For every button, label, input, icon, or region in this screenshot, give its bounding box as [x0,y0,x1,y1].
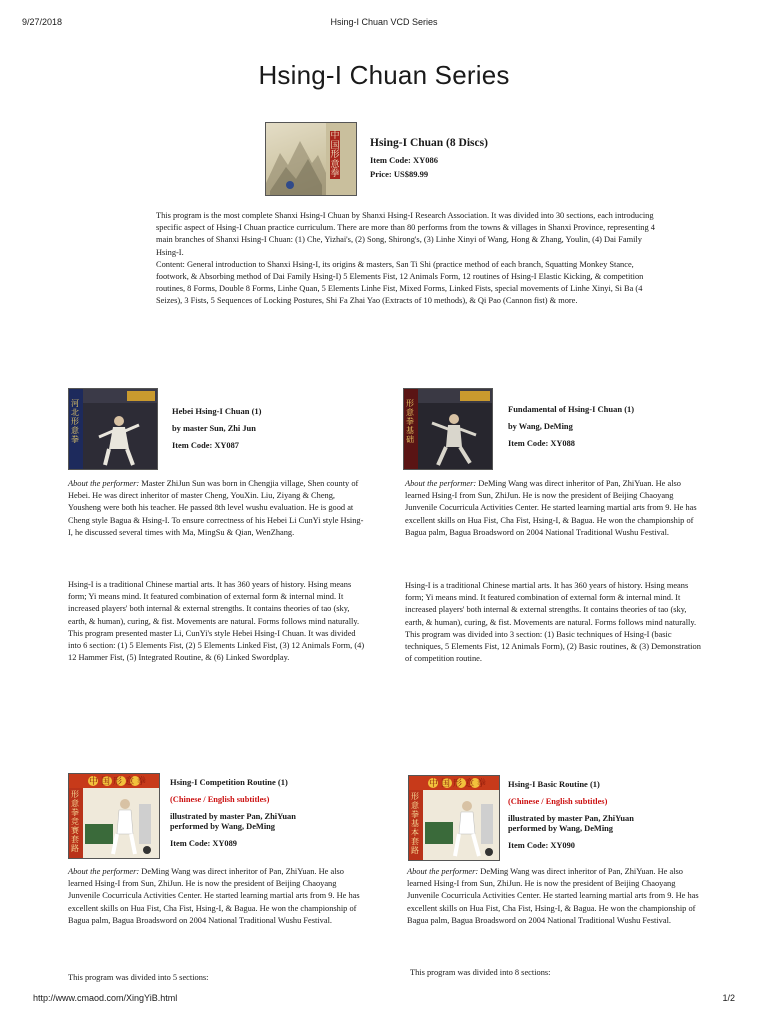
product-4-about-text: DeMing Wang was direct inheritor of Pan, ZhiYuan. He also learned Hsing-I from Sun, ZhiJun. He is now the president of Beijing Chaoyang Junvenile Cocurricula Activities Center. He started learning martial arts from 9. He has excellent skills on Hua Fist, Cha Fist, Hsing-I, & Bagua. He won the championship of Bagua palm, Bagua Broadsword on 2004 National Traditional Wushu Festival. [407,867,699,925]
product-4-item-code: Item Code: XY090 [508,841,575,850]
product-2-info [508,404,708,456]
product-3-about-text: DeMing Wang was direct inheritor of Pan, ZhiYuan. He also learned Hsing-I from Sun, ZhiJun. He is now the president of Beijing Chaoyang Junvenile Cocurricula Activities Center. He started learning martial arts from 9. He has excellent skills on Hua Fist, Cha Fist, Hsing-I, & Bagua. He won the championship of Bagua palm, Bagua Broadsword on 2004 National Traditional Wushu Festival. [68,867,360,925]
product-4-illustrator: illustrated by master Pan, ZhiYuan [508,814,634,823]
page-title: Hsing-I Chuan Series [258,60,510,90]
product-1-description [68,579,368,664]
product-4-cover-side: 形意拳基本套路 [411,792,419,855]
main-product-item-code: Item Code: XY086 [370,155,438,165]
product-4-sections-intro: This program was divided into 8 sections: [410,968,551,977]
product-1-cover-title: 河北形意拳 [71,399,79,444]
print-date: 9/27/2018 [22,17,63,27]
product-1-about [68,478,368,539]
product-1-cover-image[interactable] [68,388,158,470]
main-product-summary: This program is the most complete Shanxi Hsing-I Chuan by Shanxi Hsing-I Research Association. It was divided into 30 sections, each introducing specific aspect of Hsing-I Chuan practice curriculum. There are more than 80 performs from the towns & villages in Shanxi Province, representing 4 main branches of Shanxi Hsing-I Chuan: (1) Che, Yizhai's, (2) Song, Shirong's, (3) Linhe Xinyi of Wang, Hong & Zhang, Youlin, (4) Dai Family Hsing-I. [156,211,655,257]
product-3-performer: performed by Wang, DeMing [170,822,275,831]
print-page-number: 1/2 [722,993,735,1003]
product-3-sections-intro: This program was divided into 5 sections: [68,973,209,982]
main-product-cover-image[interactable] [265,122,357,196]
product-4-title[interactable]: Hsing-I Basic Routine (1) [508,779,600,789]
product-3-item-code: Item Code: XY089 [170,839,237,848]
product-2-cover-image[interactable] [403,388,493,470]
mountain-painting-icon [266,123,356,195]
product-3-subtitles: (Chinese / English subtitles) [170,795,270,804]
product-3-about [68,866,368,927]
product-2-about-label: About the performer: [405,479,477,488]
print-footer-url[interactable]: http://www.cmaod.com/XingYiB.html [33,993,178,1003]
product-3-cover-side: 形意拳竞赛套路 [71,790,79,853]
product-2-about [405,478,705,539]
main-product-title[interactable]: Hsing-I Chuan (8 Discs) [370,137,488,149]
product-2-about-text: DeMing Wang was direct inheritor of Pan, ZhiYuan. He also learned Hsing-I from Sun, ZhiJun. He is now the president of Beijing Chaoyang Junvenile Cocurricula Activities Center. He started learning martial arts from 9. He has excellent skills on Hua Fist, Cha Fist, Hsing-I, & Bagua. He won the championship of Bagua palm, Bagua Broadsword on 2004 National Traditional Wushu Festival. [405,479,697,537]
product-3-info [170,777,380,849]
product-4-info [508,779,718,851]
product-3-cover-banner: 中国形意拳 [89,776,150,786]
product-2-title[interactable]: Fundamental of Hsing-I Chuan (1) [508,404,635,414]
main-product-price: Price: US$89.99 [370,169,429,179]
product-2-description-text: Hsing-I is a traditional Chinese martial arts. It has 360 years of history. Hsing means form; Yi means mind. It featured combination of external form & internal mind. It increased players' both internal & external strengths. It contains theories of tao (sky, earth, & human), curing, & fist. Movements are natural. Forms follows mind naturally. This program was divided into 3 section: (1) Basic techniques of Hsing-I (basic techniques, 5 Elements Fist, 12 Animals Form), (2) Basic routines, & (3) Demonstration of competition routine. [405,581,701,664]
product-1-about-label: About the performer: [68,479,140,488]
product-4-about [407,866,707,927]
main-cover-title: 中国形意拳 [330,130,340,178]
product-1-info [172,406,372,458]
performer-photo-icon [69,389,157,469]
product-2-item-code: Item Code: XY088 [508,439,575,448]
product-4-cover-image[interactable] [408,775,500,861]
print-header-title: Hsing-I Chuan VCD Series [330,17,438,27]
product-4-subtitles: (Chinese / English subtitles) [508,797,608,806]
product-4-performer: performed by Wang, DeMing [508,824,613,833]
product-1-performer: by master Sun, Zhi Jun [172,424,256,433]
main-product-description [156,210,656,308]
product-3-title[interactable]: Hsing-I Competition Routine (1) [170,777,288,787]
product-4-cover-banner: 中国形意拳 [429,778,490,788]
product-1-description-text: Hsing-I is a traditional Chinese martial arts. It has 360 years of history. Hsing means form; Yi means mind. It featured combination of external form & internal mind. It increased players' both internal & external strengths. It contains theories of tao (sky, earth, & human), curing, & fist. Movements are natural. Forms follows mind naturally. This program presented master Li, CunYi's style Hebei Hsing-I Chuan. It was divided into 6 section: (1) 5 Elements Fist, (2) 5 Elements Linked Fist, (3) 12 Animals Form, (4) 12 Hammer Fist, (5) Integrated Routine, & (6) Linked Swordplay. [68,580,365,663]
main-product-content: Content: General introduction to Shanxi Hsing-I, its origins & masters, San Ti Shi (practice method of each branch, Squatting Monkey Stance, footwork, & Absorbing method of Dai Family Hsing-I) 5 Elements Fist, 12 Animals Form, 12 routines of Hsing-I Elastic Kicking, & competition routines, 8 Forms, Double 8 Forms, Linhe Quan, 5 Elements Linhe Fist, Mixed Forms, Linked Fists, special movements of Linhe Xinyi, Si Ba (4 Seizes), 3 Fists, 5 Sequences of Locking Postures, Shi Fa Zhai Yao (Extracts of 10 methods), & Qi Pao (Cannon fist) & more. [156,259,644,306]
product-3-illustrator: illustrated by master Pan, ZhiYuan [170,812,296,821]
main-product-info [370,137,670,183]
performer-photo-icon [404,389,492,469]
product-2-description [405,580,705,665]
product-4-about-label: About the performer: [407,867,479,876]
product-1-item-code: Item Code: XY087 [172,441,239,450]
product-1-title[interactable]: Hebei Hsing-I Chuan (1) [172,406,262,416]
product-1-about-text: Master ZhiJun Sun was born in Chengjia village, Shen county of Hebei. He was direct inheritor of master Cheng, YouXin. Liu, Ziyang & Cheng, Yousheng were both his teacher. He passed 8th level wushu evaluation. He is good at Cheng style Bagua & Hsing-I. To ensure correctness of his Hebei Li CunYi style Hsing-I, he discussed several times with Ma, MingSu & Qian, WenZhang. [68,479,364,537]
product-3-cover-image[interactable] [68,773,160,859]
product-2-performer: by Wang, DeMing [508,422,573,431]
product-2-cover-title: 形意拳基础 [406,399,414,444]
product-3-about-label: About the performer: [68,867,140,876]
